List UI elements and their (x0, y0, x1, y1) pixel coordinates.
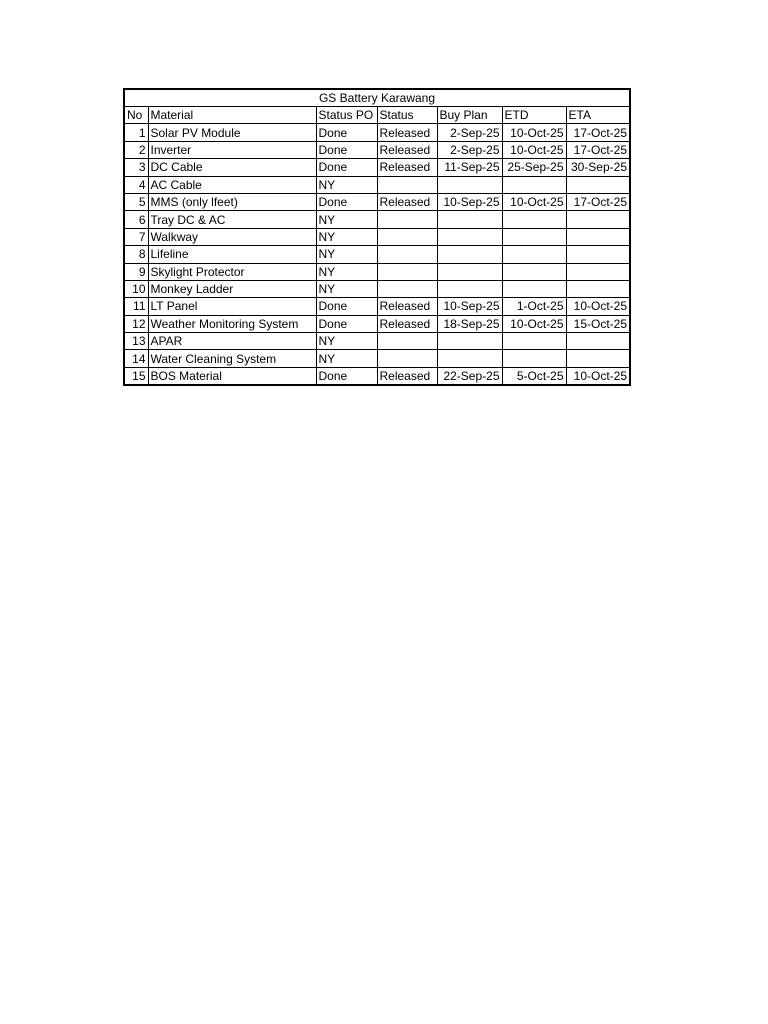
cell-no: 5 (124, 193, 148, 210)
cell-material: Tray DC & AC (148, 211, 316, 228)
cell-no: 3 (124, 159, 148, 176)
cell-etd: 5-Oct-25 (502, 367, 566, 385)
cell-status: Released (377, 141, 437, 158)
cell-status-po: NY (316, 333, 377, 350)
table-row (124, 141, 630, 158)
cell-status-po: Done (316, 124, 377, 141)
cell-etd: 10-Oct-25 (502, 141, 566, 158)
cell-material: MMS (only lfeet) (148, 193, 316, 210)
cell-no: 7 (124, 228, 148, 245)
cell-eta (566, 246, 630, 263)
cell-etd: 10-Oct-25 (502, 124, 566, 141)
header-buy-plan: Buy Plan (437, 107, 502, 124)
cell-material: Monkey Ladder (148, 280, 316, 297)
cell-no: 8 (124, 246, 148, 263)
cell-status (377, 246, 437, 263)
cell-status-po: NY (316, 211, 377, 228)
cell-eta: 30-Sep-25 (566, 159, 630, 176)
cell-material: Water Cleaning System (148, 350, 316, 367)
cell-etd (502, 280, 566, 297)
cell-eta (566, 228, 630, 245)
table-row (124, 280, 630, 297)
cell-status-po: Done (316, 193, 377, 210)
table-title: GS Battery Karawang (124, 89, 630, 107)
cell-status-po: Done (316, 141, 377, 158)
cell-no: 10 (124, 280, 148, 297)
header-no: No (124, 107, 148, 124)
cell-buy-plan: 11-Sep-25 (437, 159, 502, 176)
cell-status (377, 350, 437, 367)
table-row (124, 228, 630, 245)
table-row (124, 211, 630, 228)
cell-eta: 17-Oct-25 (566, 141, 630, 158)
table-row (124, 176, 630, 193)
cell-status-po: NY (316, 263, 377, 280)
cell-material: AC Cable (148, 176, 316, 193)
cell-etd: 25-Sep-25 (502, 159, 566, 176)
cell-status (377, 333, 437, 350)
cell-etd (502, 176, 566, 193)
cell-etd (502, 333, 566, 350)
cell-status-po: NY (316, 350, 377, 367)
cell-eta: 17-Oct-25 (566, 124, 630, 141)
table-row (124, 246, 630, 263)
cell-status-po: NY (316, 280, 377, 297)
cell-no: 9 (124, 263, 148, 280)
cell-no: 4 (124, 176, 148, 193)
cell-no: 2 (124, 141, 148, 158)
cell-status (377, 263, 437, 280)
cell-no: 1 (124, 124, 148, 141)
cell-eta (566, 350, 630, 367)
cell-no: 15 (124, 367, 148, 385)
cell-etd (502, 228, 566, 245)
cell-status-po: NY (316, 246, 377, 263)
cell-material: DC Cable (148, 159, 316, 176)
cell-buy-plan: 22-Sep-25 (437, 367, 502, 385)
cell-eta: 15-Oct-25 (566, 315, 630, 332)
cell-status (377, 176, 437, 193)
material-status-table (123, 88, 631, 386)
cell-eta (566, 176, 630, 193)
cell-status-po: Done (316, 159, 377, 176)
header-etd: ETD (502, 107, 566, 124)
cell-eta (566, 280, 630, 297)
cell-buy-plan (437, 350, 502, 367)
cell-buy-plan (437, 333, 502, 350)
table-row (124, 315, 630, 332)
cell-status (377, 280, 437, 297)
cell-material: Skylight Protector (148, 263, 316, 280)
cell-etd (502, 263, 566, 280)
cell-buy-plan (437, 176, 502, 193)
cell-buy-plan (437, 211, 502, 228)
cell-buy-plan (437, 263, 502, 280)
table-row (124, 298, 630, 315)
header-material: Material (148, 107, 316, 124)
cell-no: 12 (124, 315, 148, 332)
cell-status: Released (377, 124, 437, 141)
cell-status: Released (377, 367, 437, 385)
title-row (124, 89, 630, 107)
cell-status-po: NY (316, 176, 377, 193)
cell-no: 14 (124, 350, 148, 367)
header-eta: ETA (566, 107, 630, 124)
cell-buy-plan (437, 228, 502, 245)
table-row (124, 333, 630, 350)
cell-eta (566, 263, 630, 280)
cell-status (377, 211, 437, 228)
cell-buy-plan: 10-Sep-25 (437, 298, 502, 315)
cell-eta: 10-Oct-25 (566, 367, 630, 385)
cell-material: Weather Monitoring System (148, 315, 316, 332)
cell-eta: 17-Oct-25 (566, 193, 630, 210)
cell-buy-plan: 18-Sep-25 (437, 315, 502, 332)
cell-etd: 10-Oct-25 (502, 315, 566, 332)
cell-material: Solar PV Module (148, 124, 316, 141)
cell-status (377, 228, 437, 245)
cell-etd: 1-Oct-25 (502, 298, 566, 315)
cell-buy-plan: 2-Sep-25 (437, 141, 502, 158)
cell-eta (566, 333, 630, 350)
cell-buy-plan (437, 246, 502, 263)
header-status: Status (377, 107, 437, 124)
table-row (124, 263, 630, 280)
cell-no: 6 (124, 211, 148, 228)
cell-eta (566, 211, 630, 228)
table-row (124, 193, 630, 210)
cell-status: Released (377, 159, 437, 176)
cell-status-po: Done (316, 298, 377, 315)
cell-etd (502, 246, 566, 263)
header-status-po: Status PO (316, 107, 377, 124)
cell-eta: 10-Oct-25 (566, 298, 630, 315)
cell-etd (502, 350, 566, 367)
cell-status: Released (377, 315, 437, 332)
cell-material: APAR (148, 333, 316, 350)
cell-material: Lifeline (148, 246, 316, 263)
cell-status-po: Done (316, 367, 377, 385)
cell-etd (502, 211, 566, 228)
cell-status-po: Done (316, 315, 377, 332)
cell-material: Inverter (148, 141, 316, 158)
table-row (124, 124, 630, 141)
cell-etd: 10-Oct-25 (502, 193, 566, 210)
cell-status-po: NY (316, 228, 377, 245)
cell-material: LT Panel (148, 298, 316, 315)
cell-buy-plan: 10-Sep-25 (437, 193, 502, 210)
cell-no: 13 (124, 333, 148, 350)
cell-buy-plan (437, 280, 502, 297)
cell-material: BOS Material (148, 367, 316, 385)
cell-no: 11 (124, 298, 148, 315)
table-row (124, 350, 630, 367)
cell-buy-plan: 2-Sep-25 (437, 124, 502, 141)
table-row (124, 367, 630, 385)
cell-status: Released (377, 193, 437, 210)
header-row (124, 107, 630, 124)
cell-material: Walkway (148, 228, 316, 245)
table-row (124, 159, 630, 176)
cell-status: Released (377, 298, 437, 315)
